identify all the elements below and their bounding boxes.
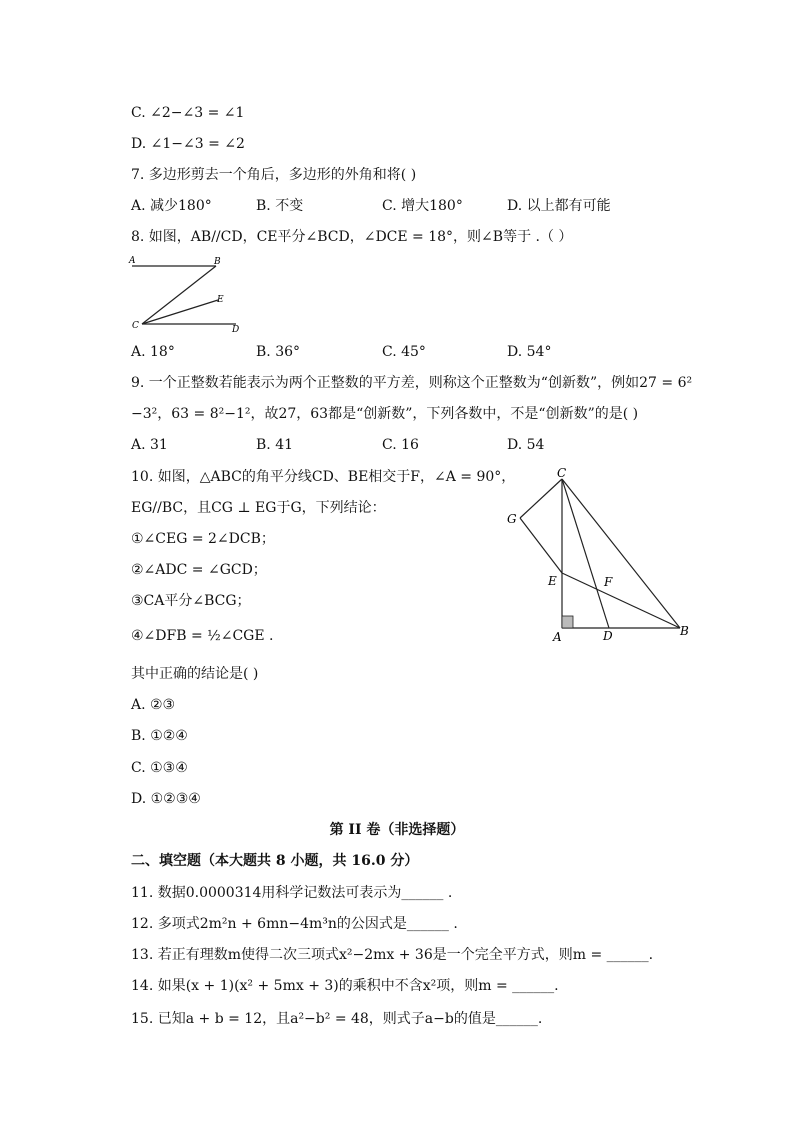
fig8-label-c: C — [132, 321, 139, 331]
fig10-line-gc — [520, 479, 562, 518]
fig8-line-cb — [142, 266, 216, 324]
q7-option-d: D. 以上都有可能 — [507, 198, 611, 214]
question-9-line1: 9. 一个正整数若能表示为两个正整数的平方差，则称这个正整数为“创新数”，例如27 = 6² — [131, 375, 693, 391]
fig10-label-d: D — [603, 629, 613, 643]
fig8-label-b: B — [214, 257, 221, 267]
fig10-label-e: E — [548, 574, 557, 588]
fig10-line-eb — [562, 573, 680, 628]
question-10-line1: 10. 如图，△ABC的角平分线CD、BE相交于F，∠A = 90°， — [131, 469, 516, 485]
section-fill-in-heading: 二、填空题（本大题共 8 小题，共 16.0 分） — [131, 853, 419, 869]
fig10-line-ge — [520, 518, 562, 573]
question-13: 13. 若正有理数m使得二次三项式x²−2mx + 36是一个完全平方式，则m = ______. — [131, 947, 654, 963]
question-11: 11. 数据0.0000314用科学记数法可表示为______ . — [131, 885, 453, 901]
question-8: 8. 如图，AB//CD，CE平分∠BCD，∠DCE = 18°，则∠B等于 .（ ） — [131, 229, 573, 245]
fig8-line-ce — [142, 300, 218, 324]
q9-option-d: D. 54 — [507, 437, 545, 453]
question-15: 15. 已知a + b = 12，且a²−b² = 48，则式子a−b的值是______. — [131, 1011, 543, 1027]
q8-option-d: D. 54° — [507, 344, 552, 360]
q6-option-c: C. ∠2−∠3 = ∠1 — [131, 105, 245, 121]
fig8-label-a: A — [129, 256, 136, 266]
q7-option-b: B. 不变 — [256, 198, 304, 214]
q10-option-a: A. ②③ — [131, 697, 176, 713]
fig10-label-f: F — [604, 575, 613, 589]
fig10-line-cd — [562, 479, 609, 628]
question-14: 14. 如果(x + 1)(x² + 5mx + 3)的乘积中不含x²项，则m = ______. — [131, 978, 559, 994]
fig10-label-g: G — [507, 512, 517, 526]
figure-q8 — [126, 252, 256, 336]
q9-option-a: A. 31 — [131, 437, 168, 453]
q9-option-b: B. 41 — [256, 437, 294, 453]
fig10-line-cb — [562, 479, 680, 628]
q10-conclusion-2: ②∠ADC = ∠GCD； — [131, 562, 267, 578]
figure-q10 — [500, 465, 700, 645]
q10-prompt: 其中正确的结论是( ) — [131, 666, 259, 682]
fig10-label-b: B — [680, 624, 689, 638]
q7-option-a: A. 减少180° — [131, 198, 212, 214]
q10-option-b: B. ①②④ — [131, 728, 188, 744]
q9-option-c: C. 16 — [382, 437, 419, 453]
question-12: 12. 多项式2m²n + 6mn−4m³n的公因式是______ . — [131, 916, 458, 932]
q10-conclusion-3: ③CA平分∠BCG； — [131, 593, 251, 609]
fig8-label-e: E — [217, 295, 224, 305]
q10-option-c: C. ①③④ — [131, 760, 188, 776]
fig10-right-angle — [562, 616, 573, 628]
question-10-line2: EG//BC，且CG ⊥ EG于G，下列结论： — [131, 500, 386, 516]
question-9-line2: −3²，63 = 8²−1²，故27，63都是“创新数”，下列各数中，不是“创新数”的是( ) — [131, 406, 639, 422]
q10-conclusion-4: ④∠DFB = ½∠CGE . — [131, 628, 274, 644]
q8-option-a: A. 18° — [131, 344, 175, 360]
q8-option-c: C. 45° — [382, 344, 426, 360]
q6-option-d: D. ∠1−∠3 = ∠2 — [131, 136, 245, 152]
q7-option-c: C. 增大180° — [382, 198, 463, 214]
fig10-label-c: C — [557, 466, 567, 480]
question-7: 7. 多边形剪去一个角后，多边形的外角和将( ) — [131, 167, 417, 183]
q10-option-d: D. ①②③④ — [131, 791, 201, 807]
q10-conclusion-1: ①∠CEG = 2∠DCB； — [131, 531, 275, 547]
q8-option-b: B. 36° — [256, 344, 301, 360]
fig8-label-d: D — [232, 325, 240, 335]
part-2-heading: 第 II 卷（非选择题） — [329, 822, 465, 838]
fig10-label-a: A — [553, 630, 562, 644]
